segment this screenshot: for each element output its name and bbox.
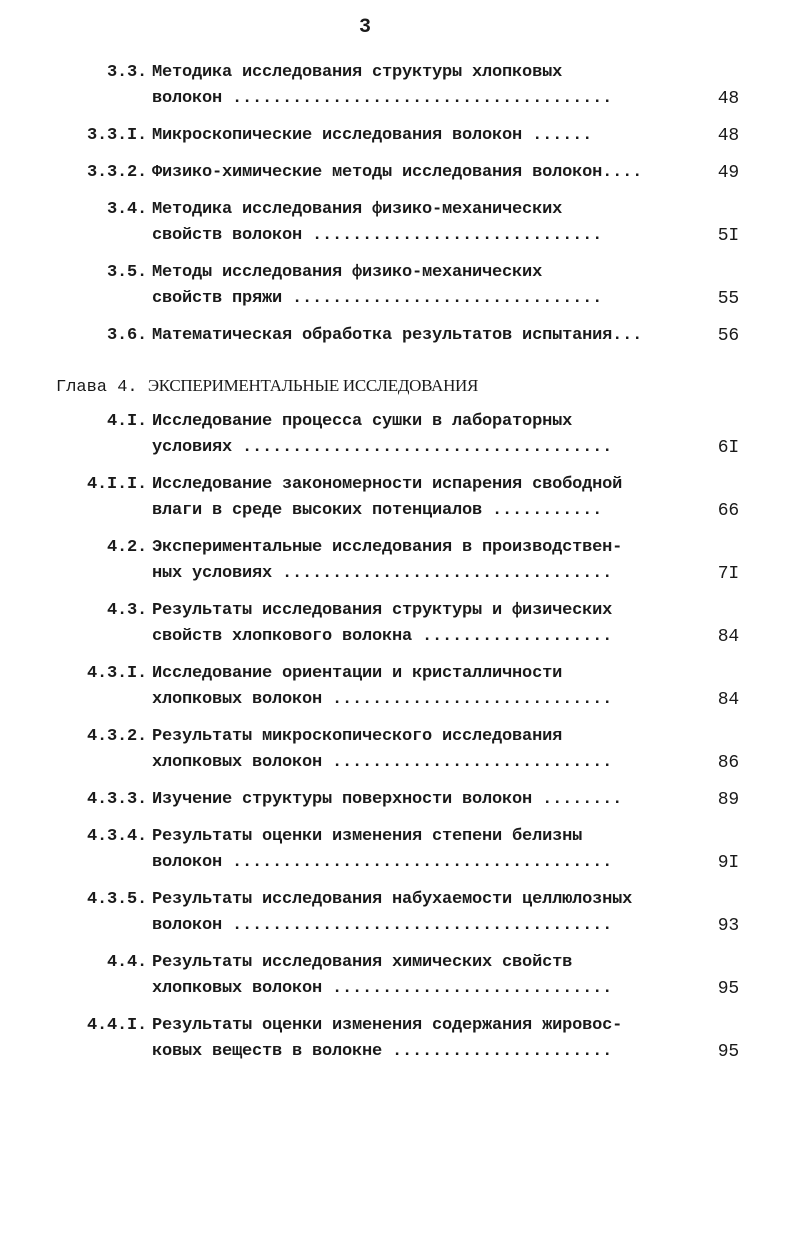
section-title (152, 409, 684, 461)
section-title-line: Методика исследования физико-механических (152, 200, 563, 219)
chapter-title: ЭКСПЕРИМЕНТАЛЬНЫЕ ИССЛЕДОВАНИЯ (147, 376, 479, 395)
section-title-line: Исследование процесса сушки в лабораторных (152, 412, 573, 431)
section-page-number: 6I (717, 438, 739, 458)
section-title-line: хлопковых волокон ............................ (152, 753, 613, 772)
toc-entry (0, 60, 797, 112)
section-number: 3.3. (106, 63, 147, 82)
section-number: 4.3.3. (86, 790, 147, 809)
section-title-line: хлопковых волокон ............................ (152, 690, 613, 709)
section-title-line: Результаты оценки изменения степени белизны (152, 827, 583, 846)
section-number: 4.I. (106, 412, 147, 431)
section-title-line: Физико-химические методы исследования волокон.... (152, 163, 643, 182)
toc-entry (0, 260, 797, 312)
toc-entry (0, 787, 797, 813)
section-page-number: 56 (717, 326, 739, 346)
section-title-line: влаги в среде высоких потенциалов ........... (152, 501, 603, 520)
section-title-line: Изучение структуры поверхности волокон ........ (152, 790, 623, 809)
section-number: 3.3.2. (86, 163, 147, 182)
section-page-number: 86 (717, 753, 739, 773)
section-page-number: 95 (717, 1042, 739, 1062)
section-number: 4.3.4. (86, 827, 147, 846)
section-title-line: волокон ...................................... (152, 853, 613, 872)
section-title (152, 260, 684, 312)
section-title-line: свойств волокон ............................. (152, 226, 603, 245)
section-title (152, 661, 684, 713)
section-title-line: Методы исследования физико-механических (152, 263, 543, 282)
chapter-heading (56, 373, 797, 401)
section-title-line: Математическая обработка результатов испытания... (152, 326, 643, 345)
section-page-number: 84 (717, 690, 739, 710)
section-title (152, 887, 684, 939)
section-title (152, 724, 684, 776)
section-title (152, 160, 684, 186)
section-title (152, 598, 684, 650)
toc-entry (0, 887, 797, 939)
section-page-number: 48 (717, 126, 739, 146)
toc-entry (0, 409, 797, 461)
section-title-line: Микроскопические исследования волокон ...... (152, 126, 593, 145)
section-title-line: Методика исследования структуры хлопковых (152, 63, 563, 82)
section-title-line: условиях ..................................... (152, 438, 613, 457)
section-title-line: ковых веществ в волокне ...................... (152, 1042, 613, 1061)
section-title (152, 197, 684, 249)
toc-entry (0, 598, 797, 650)
section-page-number: 89 (717, 790, 739, 810)
section-page-number: 9I (717, 853, 739, 873)
section-title-line: Результаты исследования набухаемости целлюлозных (152, 890, 633, 909)
toc-entry (0, 824, 797, 876)
section-title-line: свойств хлопкового волокна ................... (152, 627, 613, 646)
toc-entry (0, 472, 797, 524)
section-page-number: 55 (717, 289, 739, 309)
chapter-label: Глава 4. (56, 378, 138, 397)
section-title (152, 60, 684, 112)
section-title-line: Результаты оценки изменения содержания жировос- (152, 1016, 623, 1035)
section-title-line: Результаты исследования структуры и физических (152, 601, 613, 620)
section-title-line: Исследование закономерности испарения свободной (152, 475, 623, 494)
section-title (152, 472, 684, 524)
section-page-number: 7I (717, 564, 739, 584)
toc-entry (0, 323, 797, 349)
section-number: 4.3.5. (86, 890, 147, 909)
section-number: 4.I.I. (86, 475, 147, 494)
section-number: 3.3.I. (86, 126, 147, 145)
section-number: 4.2. (106, 538, 147, 557)
section-title (152, 1013, 684, 1065)
section-number: 3.6. (106, 326, 147, 345)
section-page-number: 66 (717, 501, 739, 521)
section-number: 3.5. (106, 263, 147, 282)
toc-entry (0, 123, 797, 149)
section-title-line: Результаты микроскопического исследования (152, 727, 563, 746)
section-title-line: хлопковых волокон ............................ (152, 979, 613, 998)
section-number: 4.3.2. (86, 727, 147, 746)
section-title-line: ных условиях ................................. (152, 564, 613, 583)
section-number: 4.4. (106, 953, 147, 972)
section-page-number: 49 (717, 163, 739, 183)
section-title-line: свойств пряжи ............................... (152, 289, 603, 308)
toc-entry (0, 950, 797, 1002)
section-title (152, 323, 684, 349)
section-title-line: Экспериментальные исследования в производствен- (152, 538, 623, 557)
toc-entry (0, 535, 797, 587)
toc-sections-chapter-3 (0, 60, 797, 349)
toc-entry (0, 160, 797, 186)
toc-entry (0, 1013, 797, 1065)
section-title-line: волокон ...................................... (152, 89, 613, 108)
section-page-number: 93 (717, 916, 739, 936)
toc-entry (0, 724, 797, 776)
toc-sections-chapter-4 (0, 409, 797, 1065)
section-title (152, 123, 684, 149)
page-number: 3 (358, 16, 371, 39)
toc-entry (0, 197, 797, 249)
section-number: 4.4.I. (86, 1016, 147, 1035)
section-title-line: волокон ...................................... (152, 916, 613, 935)
section-title-line: Исследование ориентации и кристалличности (152, 664, 563, 683)
section-page-number: 5I (717, 226, 739, 246)
section-number: 4.3. (106, 601, 147, 620)
section-title (152, 787, 684, 813)
section-title-line: Результаты исследования химических свойств (152, 953, 573, 972)
section-title (152, 535, 684, 587)
section-page-number: 95 (717, 979, 739, 999)
section-number: 4.3.I. (86, 664, 147, 683)
section-page-number: 84 (717, 627, 739, 647)
section-title (152, 824, 684, 876)
section-title (152, 950, 684, 1002)
section-page-number: 48 (717, 89, 739, 109)
toc-entry (0, 661, 797, 713)
section-number: 3.4. (106, 200, 147, 219)
table-of-contents (0, 60, 797, 1076)
